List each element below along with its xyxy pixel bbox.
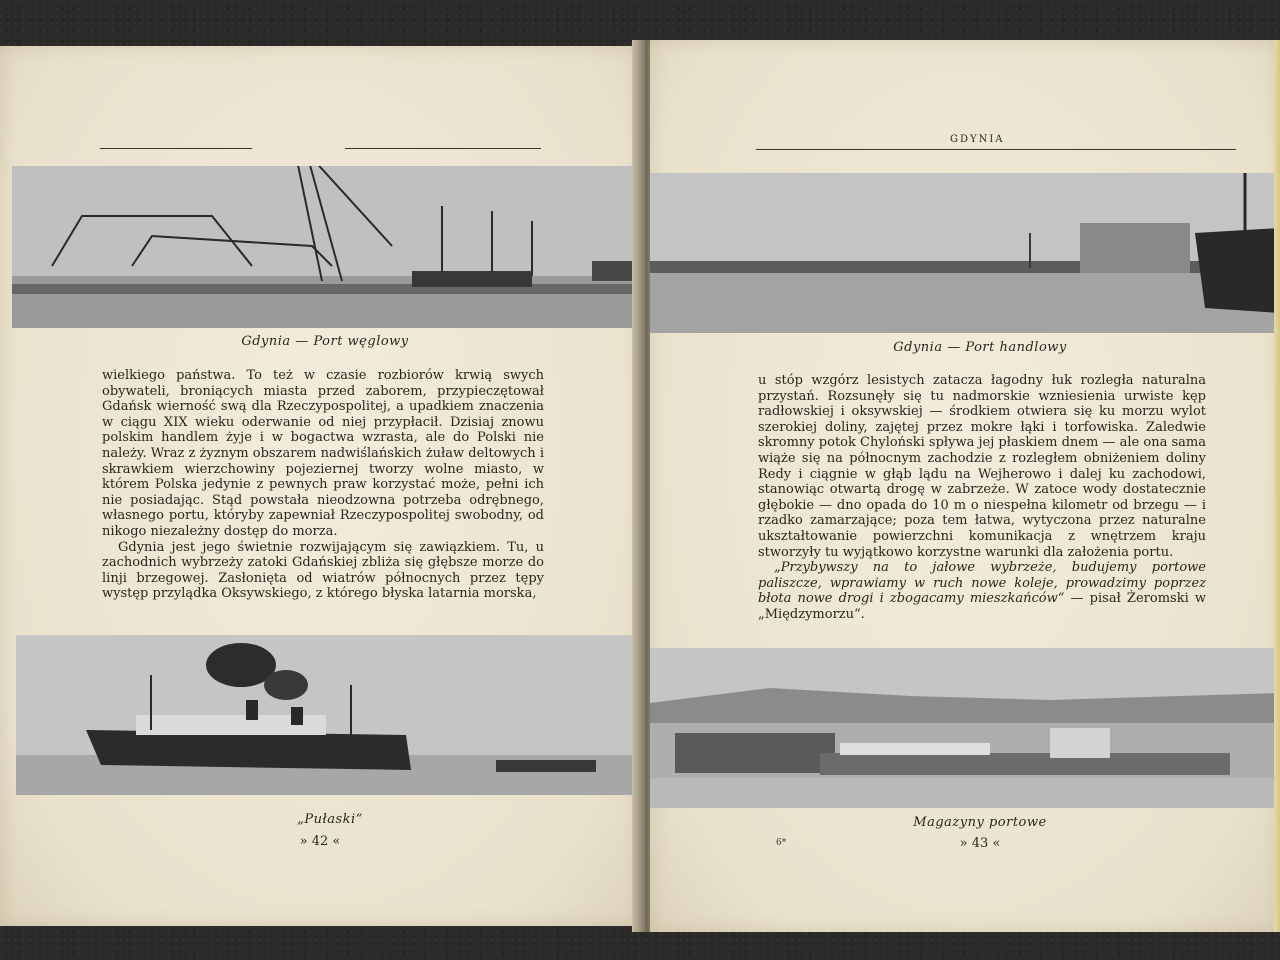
header-rule (756, 149, 1236, 150)
photo-coal-port (12, 166, 646, 328)
quote-attribution: — pisał Żeromski w „Międzymorzu“. (758, 591, 1207, 622)
left-page (0, 46, 640, 926)
header-rule-right (345, 148, 541, 149)
signature-mark: 6* (776, 838, 787, 848)
paragraph: u stóp wzgórz lesistych zatacza łagodny łuk rozległa naturalna przystań. Rozsunęły się tu nadmorskie wzniesienia urwiste kęp radłowskiej i oksywskiej — środkiem otwiera się ku morzu wylot szerokiej doliny, zajętej przez mokre łąki i torfowiska. Zaledwie skromny potok Chyloński spływa jej płaskiem dnem — ale ona sama wiąże się na północnym zachodzie z rozległem obniżeniem doliny Redy i ciągnie w głąb lądu na Wejherowo i dalej ku zachodowi, stanowiąc otwartą drogę w zabrzeże. W zatoce wody dostatecznie głębokie — dno opada do 10 m o niespełna kilometr od brzegu — i rzadko zamarzające; poza tem łatwa, wytyczona przez naturalne ukształtowanie powierzchni komunikacja z wnętrzem kraju stworzyły tu wyjątkowo korzystne warunki dla założenia portu. (758, 373, 1206, 560)
right-page (650, 40, 1280, 932)
left-body-text (102, 368, 544, 602)
quote-text: „Przybywszy na to jałowe wybrzeże, budujemy portowe paliszcze, wprawiamy w ruch nowe koleje, prowadzimy poprzez błota nowe drogi i zbogacamy mieszkańców“ (758, 560, 1206, 607)
paragraph: wielkiego państwa. To też w czasie rozbiorów krwią swych obywateli, broniących miasta przed zaborem, przypieczętował Gdańsk wierność swą dla Rzeczypospolitej, a upadkiem znaczenia w ciągu XIX wieku oderwanie od niej przypłacił. Dzisiaj znowu polskim handlem żyje i w bogactwa wzrasta, ale do Polski nie należy. Wraz z żyznym obszarem nadwiślańskich żuław deltowych i skrawkiem wierzchowiny pojeziernej tworzy wolne miasto, w którem Polska jedynie z pewnych praw korzystać może, pełni ich nie posiadając. Stąd powstała nieodzowna potrzeba odrębnego, własnego portu, któryby zapewniał Rzeczypospolitej swobodny, od nikogo niezależny dostęp do morza. (102, 368, 544, 539)
page-number-left: » 42 « (299, 834, 341, 849)
right-body-text (758, 373, 1206, 623)
caption-pulaski: „Pułaski“ (297, 812, 363, 827)
caption-commercial-port: Gdynia — Port handlowy (893, 340, 1067, 355)
header-rule-left (100, 148, 252, 149)
caption-warehouses: Magazyny portowe (913, 815, 1047, 830)
paragraph: Gdynia jest jego świetnie rozwijającym się zawiązkiem. Tu, u zachodnich wybrzeży zatoki Gdańskiej zbliża się głębsze morze do linji brzegowej. Zasłonięta od wiatrów północnych przez tępy występ przylądka Oksywskiego, z którego błyska latarnia morska, (102, 539, 544, 602)
open-book (0, 40, 1280, 932)
page-number-right: » 43 « (959, 836, 1001, 851)
photo-port-warehouses (650, 648, 1280, 808)
caption-coal-port: Gdynia — Port węglowy (241, 334, 409, 349)
running-header: GDYNIA (950, 134, 1005, 145)
quote (758, 560, 1206, 622)
photo-commercial-port (650, 173, 1280, 333)
book-edge (1274, 40, 1280, 932)
photo-pulaski-ship (16, 635, 646, 795)
